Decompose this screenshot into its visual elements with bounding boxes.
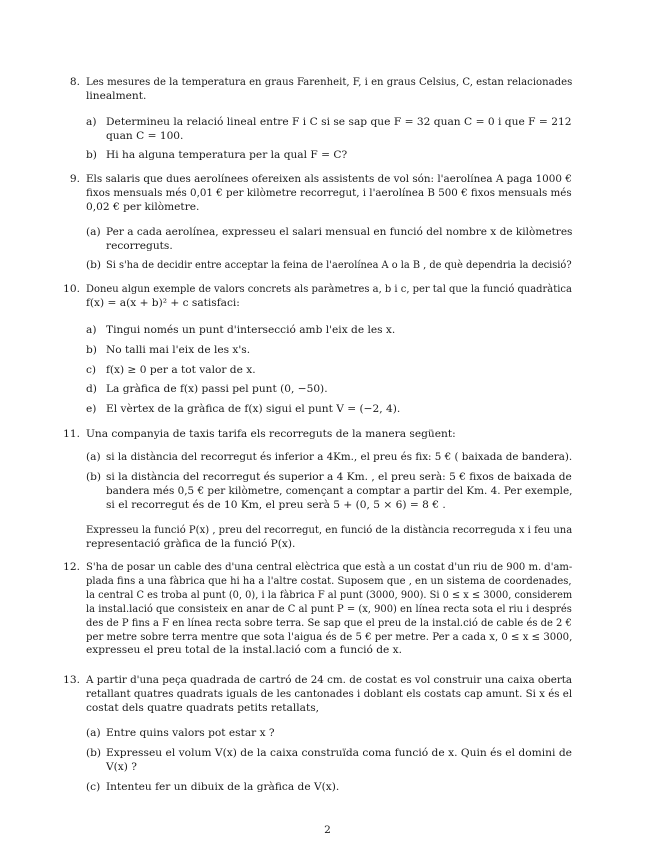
problem-number: 8.: [69, 76, 80, 88]
item-label: (b): [86, 259, 102, 271]
item-text-line: quan C = 100.: [106, 129, 184, 142]
problem-text-line: S'ha de posar un cable des d'una central elèctrica que està a un costat d'un riu de 900 m. d'am-: [86, 561, 573, 573]
item-label: b): [86, 344, 97, 356]
item-text-line: f(x) ≥ 0 per a tot valor de x.: [106, 364, 256, 376]
problem-text-line: linealment.: [86, 89, 147, 102]
problem-text-line: fixos mensuals més 0,01 € per kilòmetre recorregut, i l'aerolínea B 500 € fixos mensuals més: [86, 186, 572, 199]
item-text-line: V(x) ?: [106, 760, 137, 773]
problem-text-line: A partir d'una peça quadrada de cartró de 24 cm. de costat es vol construir una caixa oberta: [86, 674, 573, 686]
problem-number: 10.: [63, 283, 80, 295]
item-label: e): [86, 403, 97, 415]
item-label: d): [86, 383, 97, 395]
item-text-line: si el recorregut és de 10 Km, el preu serà 5 + (0, 5 × 6) = 8 € .: [106, 498, 446, 511]
problem-text-line: per metre sobre terra mentre que sota l'aigua és de 5 € per metre. Per a cada x, 0 ≤ x ≤ 3000,: [86, 630, 573, 643]
item-label: a): [86, 324, 97, 336]
problem-text-line: plada fins a una fàbrica que hi ha a l'altre costat. Suposem que , en un sistema de coordenades,: [86, 574, 572, 587]
problem-text-line: retallant quatres quadrats iguals de les cantonades i doblant els costats cap amunt. Si x és el: [86, 687, 573, 700]
item-text-line: Tingui només un punt d'intersecció amb l'eix de les x.: [106, 324, 396, 336]
problem-text-line: costat dels quatre quadrats petits retallats,: [86, 701, 320, 714]
problem-text-line: Les mesures de la temperatura en graus Farenheit, F, i en graus Celsius, C, estan relacionades: [86, 76, 573, 88]
problem-text-line: representació gràfica de la funció P(x).: [86, 537, 296, 550]
item-label: a): [86, 116, 97, 128]
item-text-line: Expresseu el volum V(x) de la caixa construïda coma funció de x. Quin és el domini de: [106, 747, 572, 759]
item-label: (a): [86, 451, 101, 463]
item-label: (a): [86, 727, 101, 739]
item-text-line: Per a cada aerolínea, expresseu el salari mensual en funció del nombre x de kilòmetres: [106, 226, 573, 238]
problem-text-line: expresseu el preu total de la instal.lació com a funció de x.: [86, 644, 403, 657]
problem-text-line: 0,02 € per kilòmetre.: [86, 200, 200, 213]
item-text-line: Si s'ha de decidir entre acceptar la feina de l'aerolínea A o la B , de què dependria la decisió?: [106, 259, 572, 271]
problem-text-line: Una companyia de taxis tarifa els recorreguts de la manera següent:: [86, 428, 456, 440]
problem-text-line: Doneu algun exemple de valors concrets als paràmetres a, b i c, per tal que la funció quadràtica: [86, 283, 572, 295]
problem-number: 12.: [63, 561, 80, 573]
problem-text-line: la central C es troba al punt (0, 0), i la fàbrica F al punt (3000, 900). Si 0 ≤ x ≤ 3000, considerem: [86, 588, 573, 601]
item-text-line: Hi ha alguna temperatura per la qual F = C?: [106, 149, 348, 161]
item-label: (a): [86, 226, 101, 238]
page-number: 2: [324, 824, 331, 836]
problem-text-line: la instal.lació que consisteix en anar de C al punt P = (x, 900) en línea recta sota el riu i després: [86, 602, 572, 615]
item-text-line: Determineu la relació lineal entre F i C si se sap que F = 32 quan C = 0 i que F = 212: [106, 116, 572, 128]
problem-text-line: des de P fins a F en línea recta sobre terra. Se sap que el preu de la instal.ció de cable és de 2 €: [86, 616, 572, 629]
item-text-line: recorreguts.: [106, 239, 173, 252]
item-text-line: La gràfica de f(x) passi pel punt (0, −50).: [106, 383, 328, 395]
item-label: (c): [86, 781, 101, 793]
problem-text-line: Els salaris que dues aerolínees ofereixen als assistents de vol són: l'aerolínea A paga 1000 €: [86, 173, 572, 185]
problem-number: 11.: [63, 428, 80, 440]
item-text-line: Intenteu fer un dibuix de la gràfica de V(x).: [106, 781, 340, 793]
problem-text-line: f(x) = a(x + b)² + c satisfaci:: [86, 296, 240, 309]
item-label: c): [86, 364, 97, 376]
item-text-line: si la distància del recorregut és superior a 4 Km. , el preu serà: 5 € fixos de baixada de: [106, 471, 572, 483]
item-text-line: No talli mai l'eix de les x's.: [106, 344, 251, 356]
item-label: (b): [86, 471, 102, 483]
item-text-line: Entre quins valors pot estar x ?: [106, 727, 275, 739]
item-label: b): [86, 149, 97, 161]
item-text-line: si la distància del recorregut és inferior a 4Km., el preu és fix: 5 € ( baixada de bandera).: [106, 451, 573, 463]
problem-text-line: Expresseu la funció P(x) , preu del recorregut, en funció de la distància recorreguda x i feu una: [86, 524, 573, 536]
item-label: (b): [86, 747, 102, 759]
problem-number: 13.: [63, 674, 80, 686]
problem-number: 9.: [69, 173, 80, 185]
item-text-line: El vèrtex de la gràfica de f(x) sigui el punt V = (−2, 4).: [106, 403, 401, 415]
item-text-line: bandera més 0,5 € per kilòmetre, començant a comptar a partir del Km. 4. Per exemple,: [106, 484, 573, 497]
